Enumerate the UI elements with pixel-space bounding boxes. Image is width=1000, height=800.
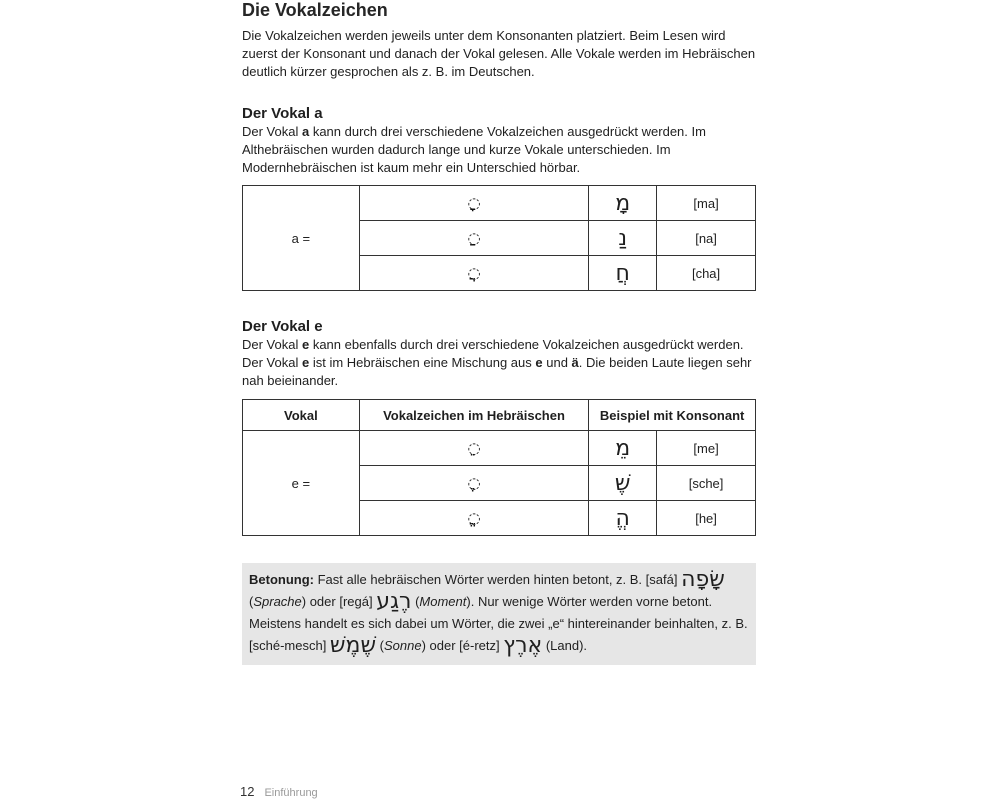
table-row	[243, 186, 756, 221]
hebrew-word: שָׂפָה	[681, 567, 725, 592]
table-header-row	[243, 400, 756, 431]
transliteration-cell: [he]	[657, 501, 756, 536]
transliteration-cell: [me]	[657, 431, 756, 466]
hebrew-word: אֶרֶץ	[503, 633, 543, 658]
transliteration-cell: [cha]	[657, 256, 756, 291]
vowel-label-cell: a =	[243, 186, 360, 291]
vowel-e-table-block	[242, 399, 756, 536]
transliteration-cell: [sche]	[657, 466, 756, 501]
intro-paragraph-block	[242, 27, 756, 81]
page-footer	[240, 784, 318, 799]
example-cell: הֱ	[589, 501, 657, 536]
section-e-title: Der Vokal e	[242, 318, 323, 335]
section-vowel-e	[242, 318, 756, 390]
table-row	[243, 431, 756, 466]
section-a-title: Der Vokal a	[242, 105, 323, 122]
header-vokal: Vokal	[243, 400, 360, 431]
note-label: Betonung:	[249, 572, 314, 587]
example-cell: חֲ	[589, 256, 657, 291]
intro-paragraph: Die Vokalzeichen werden jeweils unter dem Konsonanten platziert. Beim Lesen wird zuerst der Konsonant und danach der Vokal gelesen. Alle Vokale werden im Hebräischen deutlich kürzer gesprochen als z. B. im Deutschen.	[242, 28, 756, 79]
vowel-a-table-block	[242, 185, 756, 291]
section-vowel-a	[242, 105, 756, 177]
hebrew-word: רֶגַע	[376, 589, 412, 614]
vowel-sign-cell: ◌ַ	[359, 221, 589, 256]
example-cell: מֵ	[589, 431, 657, 466]
vowel-sign-cell: ◌ָ	[359, 186, 589, 221]
vowel-sign-cell: ◌ֵ	[359, 431, 589, 466]
vowel-label-cell: e =	[243, 431, 360, 536]
section-e-text: Der Vokal e kann ebenfalls durch drei verschiedene Vokalzeichen ausgedrückt werden. Der Vokal e ist im Hebräischen eine Mischung aus e und ä. Die beiden Laute liegen sehr nah beieinander.	[242, 337, 752, 388]
vowel-a-table	[242, 185, 756, 291]
example-cell: נַ	[589, 221, 657, 256]
header-vokalzeichen: Vokalzeichen im Hebräischen	[359, 400, 589, 431]
vowel-sign-cell: ◌ֱ	[359, 501, 589, 536]
vowel-sign-cell: ◌ֲ	[359, 256, 589, 291]
hebrew-word: שֶׁמֶשׁ	[329, 633, 377, 658]
transliteration-cell: [ma]	[657, 186, 756, 221]
page-number: 12	[240, 784, 255, 799]
section-a-text: Der Vokal a kann durch drei verschiedene Vokalzeichen ausgedrückt werden. Im Althebräischen wurden dadurch lange und kurze Vokale unterschieden. Im Modernhebräischen ist kaum mehr ein Unterschied hörbar.	[242, 124, 706, 175]
page-title: Die Vokalzeichen	[242, 0, 388, 20]
example-cell: שֶׁ	[589, 466, 657, 501]
example-cell: מָ	[589, 186, 657, 221]
transliteration-cell: [na]	[657, 221, 756, 256]
vowel-sign-cell: ◌ֶ	[359, 466, 589, 501]
vowel-e-table	[242, 399, 756, 536]
chapter-label: Einführung	[264, 787, 318, 799]
stress-note-box: Betonung: Fast alle hebräischen Wörter werden hinten betont, z. B. [safá] שָׂפָה (Sprache) oder [regá] רֶגַע (Moment). Nur wenige Wörter werden vorne betont. Meistens handelt es sich dabei um Wörter, die zwei „e“ hintereinander beinhalten, z. B. [sché-mesch] שֶׁמֶשׁ (Sonne) oder [é-retz] אֶרֶץ (Land).	[242, 563, 756, 665]
header-beispiel: Beispiel mit Konsonant	[589, 400, 756, 431]
